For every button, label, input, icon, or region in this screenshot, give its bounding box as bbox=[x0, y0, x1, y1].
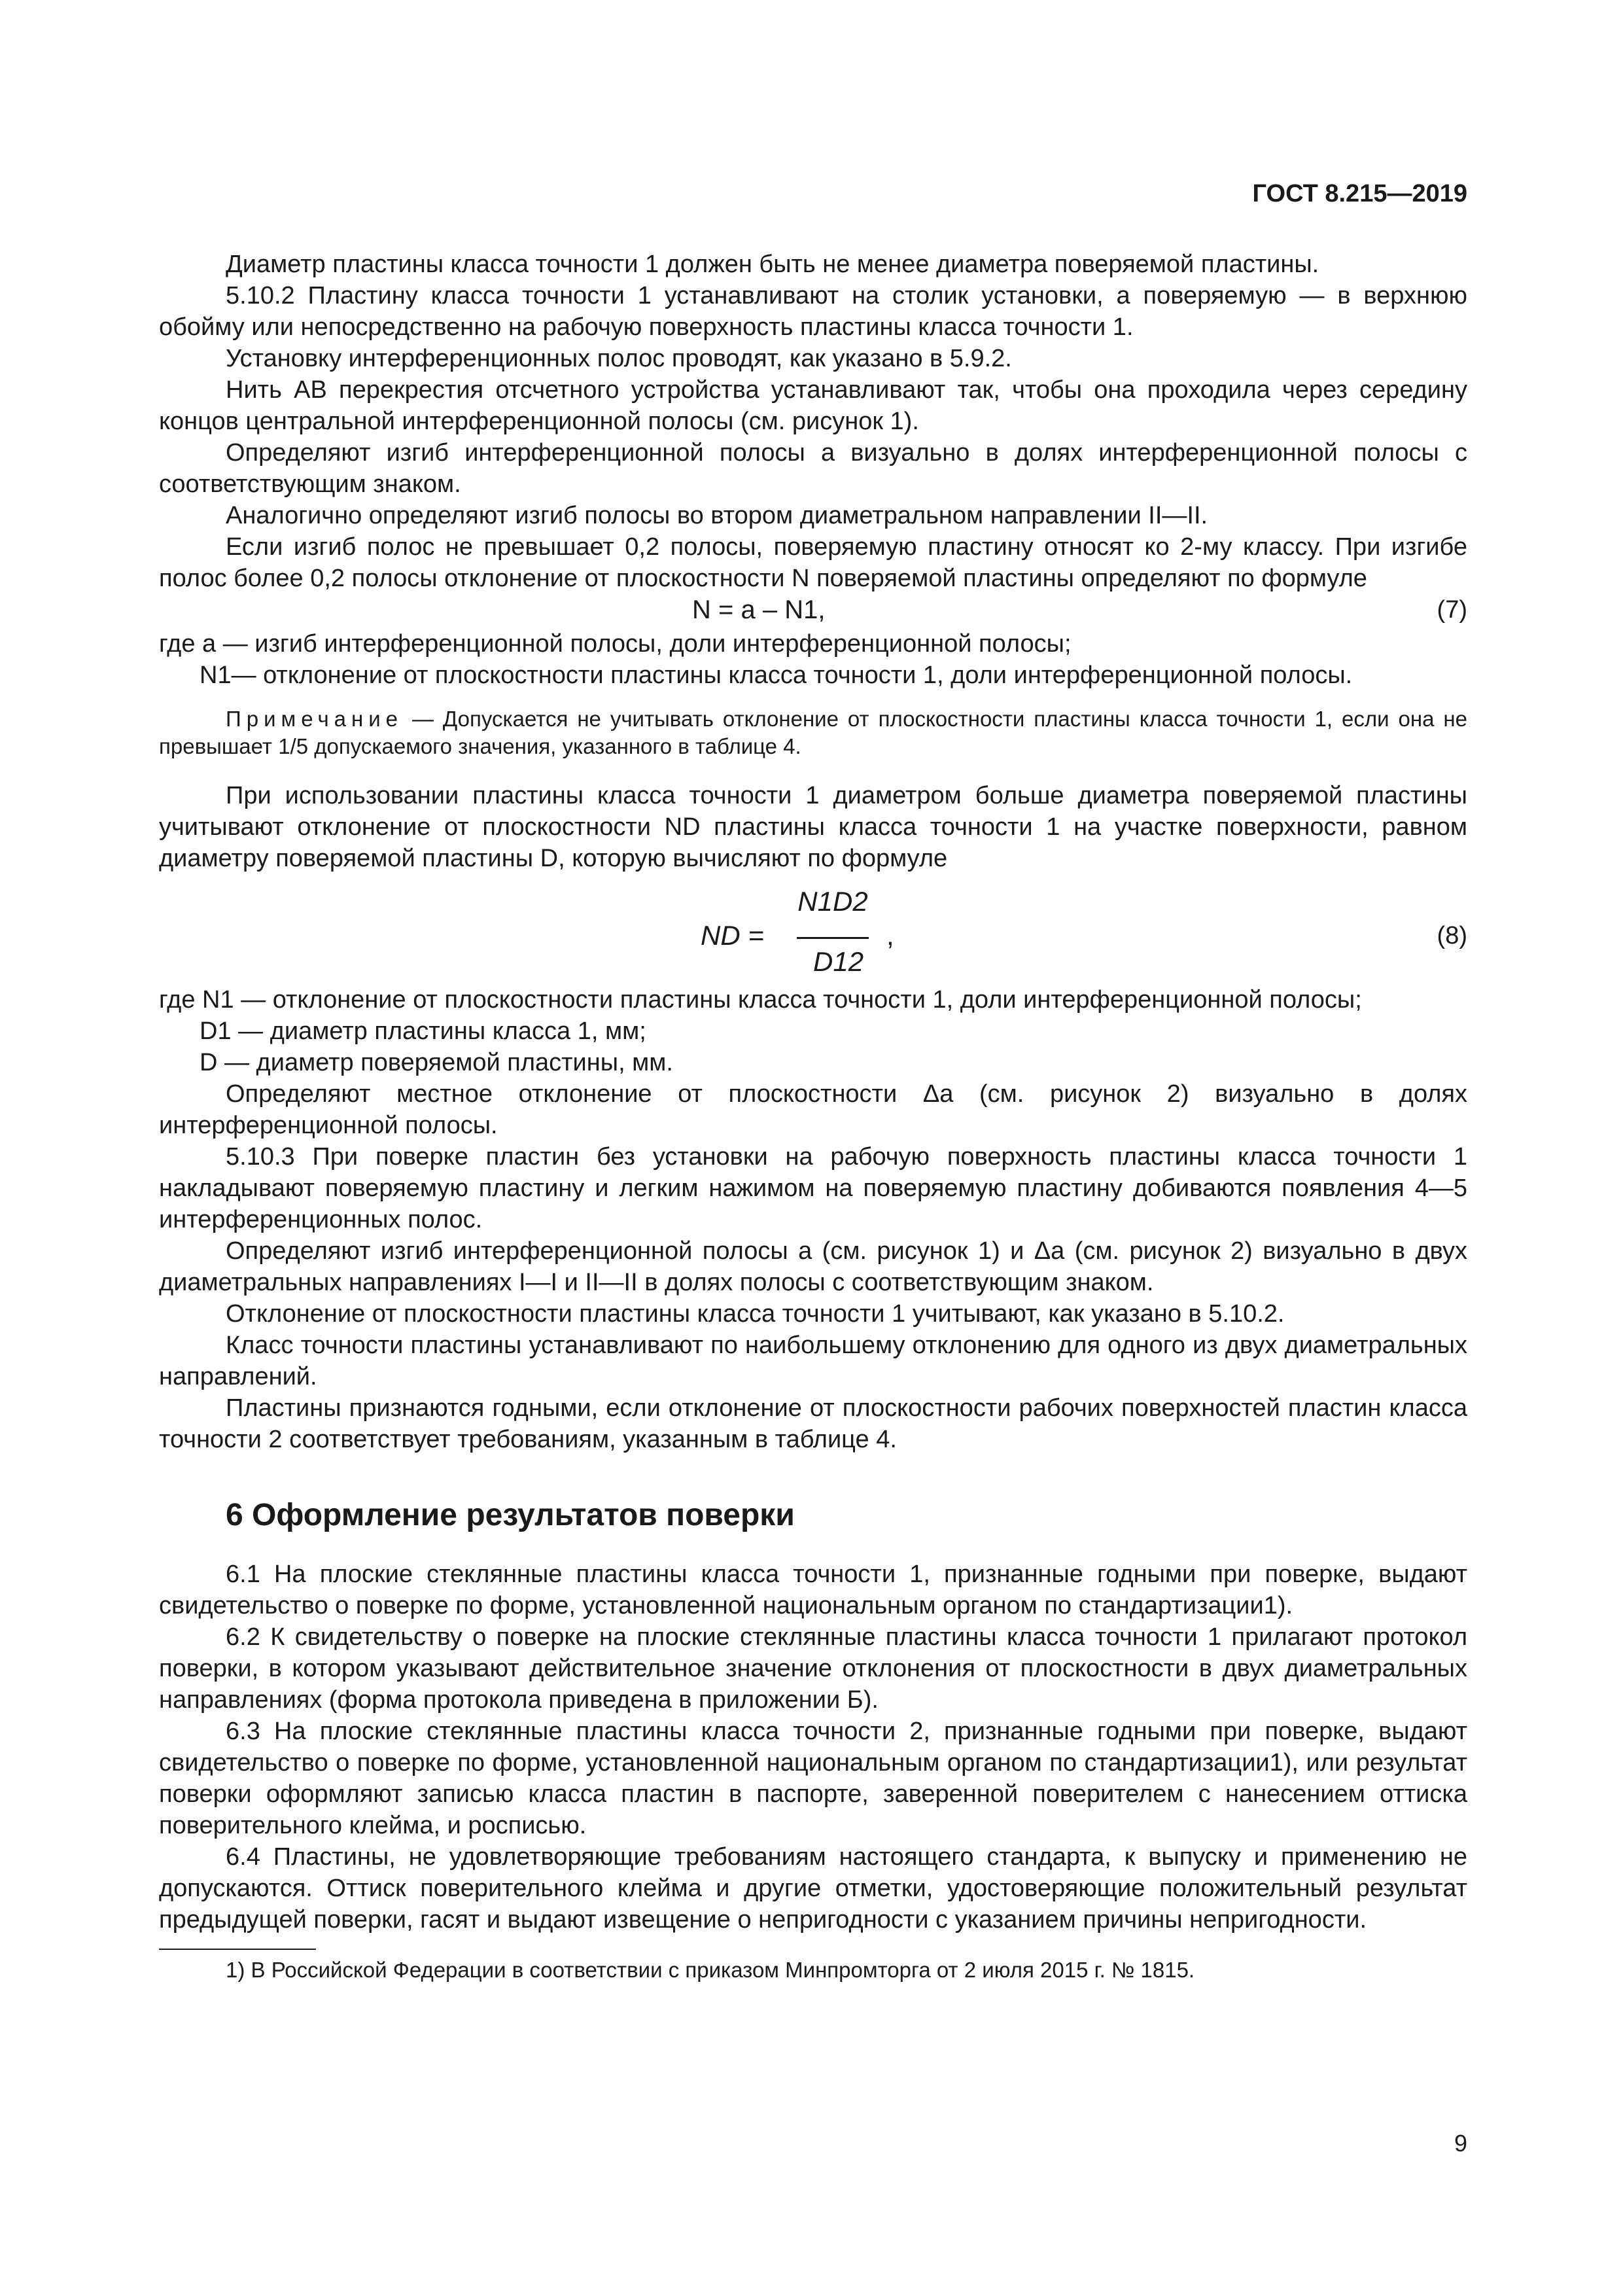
document-body bbox=[159, 249, 1467, 1984]
page-header-standard: ГОСТ 8.215—2019 bbox=[1252, 180, 1467, 207]
paragraph: Пластины признаются годными, если отклонение от плоскостности рабочих поверхностей пластин класса точности 2 соответствует требованиям, указанным в таблице 4. bbox=[159, 1394, 1467, 1453]
formula-7-expression: N = a – N1, bbox=[692, 595, 826, 624]
paragraph: Отклонение от плоскостности пластины класса точности 1 учитывают, как указано в 5.10.2. bbox=[226, 1300, 1285, 1328]
paragraph: Нить AB перекрестия отсчетного устройства устанавливают так, чтобы она проходила через середину концов центральной интерференционной полосы (см. рисунок 1). bbox=[159, 376, 1467, 435]
paragraph: 6.4 Пластины, не удовлетворяющие требованиям настоящего стандарта, к выпуску и применению не допускаются. Оттиск поверительного клейма и другие отметки, удостоверяющие положительный результат предыдущей поверки, гасят и выдают извещение о непригодности с указанием причины непригодности. bbox=[159, 1843, 1467, 1934]
fraction-bar bbox=[797, 937, 869, 939]
paragraph: Определяют изгиб интерференционной полосы a визуально в долях интерференционной полосы с соответствующим знаком. bbox=[159, 439, 1467, 498]
formula-8-numerator: N1D2 bbox=[797, 886, 868, 917]
formula-8-number: (8) bbox=[1437, 922, 1467, 949]
formula-8-comma: , bbox=[886, 920, 894, 951]
formula-8-lhs: ND = bbox=[701, 920, 764, 951]
where-line: где a — изгиб интерференционной полосы, доли интерференционной полосы; bbox=[159, 630, 1072, 658]
where-line: D1 — диаметр пластины класса 1, мм; bbox=[200, 1017, 646, 1045]
paragraph: Класс точности пластины устанавливают по наибольшему отклонению для одного из двух диаметральных направлений. bbox=[159, 1332, 1467, 1390]
section-heading: 6 Оформление результатов поверки bbox=[226, 1498, 795, 1532]
paragraph: 6.2 К свидетельству о поверке на плоские стеклянные пластины класса точности 1 прилагают протокол поверки, в котором указывают действительное значение отклонения от плоскостности в двух диаметральных направлениях (форма протокола приведена в приложении Б). bbox=[159, 1623, 1467, 1714]
page-number: 9 bbox=[1454, 2130, 1467, 2157]
paragraph: Определяют изгиб интерференционной полосы a (см. рисунок 1) и Δa (см. рисунок 2) визуально в двух диаметральных направлениях I—I и II—II в долях полосы с соответствующим знаком. bbox=[159, 1237, 1467, 1296]
paragraph: 6.3 На плоские стеклянные пластины класса точности 2, признанные годными при поверке, выдают свидетельство о поверке по форме, установленной национальным органом по стандартизации1), или результат поверки оформляют записью класса пластин в паспорте, заверенной поверителем с нанесением оттиска поверительного клейма, и росписью. bbox=[159, 1718, 1467, 1839]
paragraph: Определяют местное отклонение от плоскостности Δa (см. рисунок 2) визуально в долях интерференционной полосы. bbox=[159, 1080, 1467, 1139]
paragraph: 6.1 На плоские стеклянные пластины класса точности 1, признанные годными при поверке, выдают свидетельство о поверке по форме, установленной национальным органом по стандартизации1). bbox=[159, 1561, 1467, 1619]
formula-8 bbox=[159, 886, 1467, 984]
footnote: 1) В Российской Федерации в соответствии с приказом Минпромторга от 2 июля 2015 г. № 1815. bbox=[226, 1958, 1195, 1982]
paragraph: При использовании пластины класса точности 1 диаметром больше диаметра поверяемой пластины учитывают отклонение от плоскостности ND пластины класса точности 1 на участке поверхности, равном диаметру поверяемой пластины D, которую вычисляют по формуле bbox=[159, 782, 1467, 872]
formula-7-number: (7) bbox=[1437, 596, 1467, 624]
note-text: — Допускается не учитывать отклонение от плоскостности пластины класса точности 1, если она не превышает 1/5 допускаемого значения, указанного в таблице 4. bbox=[159, 707, 1467, 758]
note bbox=[159, 705, 1467, 760]
paragraph: Диаметр пластины класса точности 1 должен быть не менее диаметра поверяемой пластины. bbox=[226, 251, 1319, 278]
paragraph: Если изгиб полос не превышает 0,2 полосы, поверяемую пластину относят ко 2-му классу. При изгибе полос более 0,2 полосы отклонение от плоскостности N поверяемой пластины определяют по формуле bbox=[159, 533, 1467, 592]
where-line: N1— отклонение от плоскостности пластины класса точности 1, доли интерференционной полосы. bbox=[200, 662, 1353, 689]
where-line: D — диаметр поверяемой пластины, мм. bbox=[200, 1049, 673, 1076]
note-label: Примечание bbox=[226, 707, 404, 731]
where-line: где N1 — отклонение от плоскостности пластины класса точности 1, доли интерференционной полосы; bbox=[159, 986, 1362, 1014]
paragraph: Установку интерференционных полос проводят, как указано в 5.9.2. bbox=[226, 345, 1012, 372]
paragraph: 5.10.2 Пластину класса точности 1 устанавливают на столик установки, а поверяемую — в верхнюю обойму или непосредственно на рабочую поверхность пластины класса точности 1. bbox=[159, 282, 1467, 341]
paragraph: Аналогично определяют изгиб полосы во втором диаметральном направлении II—II. bbox=[226, 502, 1208, 529]
paragraph: 5.10.3 При поверке пластин без установки на рабочую поверхность пластины класса точности 1 накладывают поверяемую пластину и легким нажимом на поверяемую пластину добиваются появления 4—5 интерференционных полос. bbox=[159, 1143, 1467, 1233]
formula-8-denominator: D12 bbox=[813, 946, 864, 977]
formula-7 bbox=[159, 594, 1467, 628]
footnote-divider bbox=[159, 1949, 316, 1950]
